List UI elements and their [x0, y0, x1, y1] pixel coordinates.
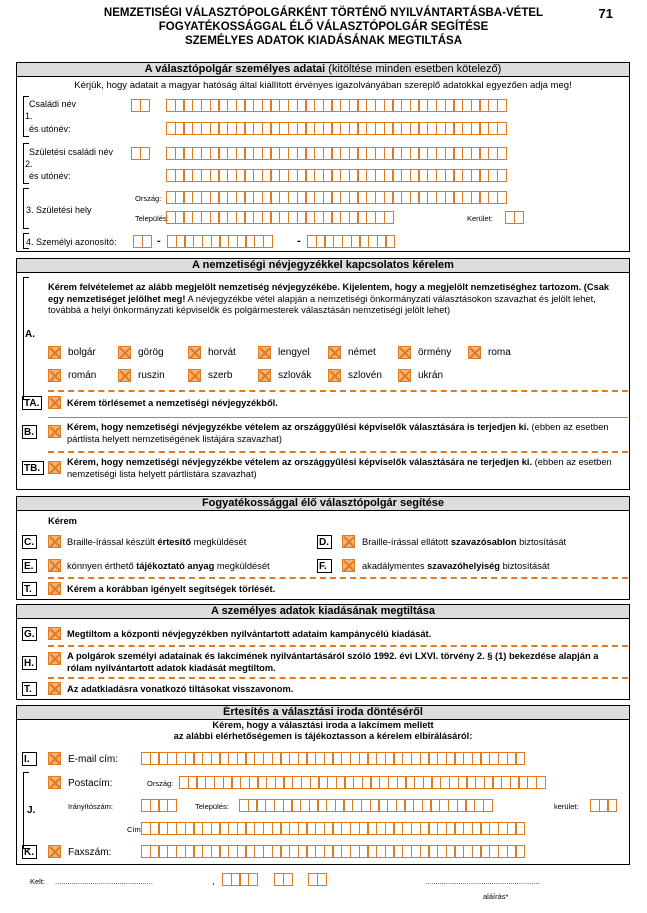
option-T3-text: Kérem a korábban igényelt segítségek törlését.	[67, 584, 276, 594]
nationality-checkbox-örmény[interactable]	[398, 346, 411, 359]
birth-town-label: Település:	[135, 214, 169, 223]
section-data-release-ban	[16, 604, 630, 700]
personal-id-cells-2[interactable]	[167, 235, 273, 248]
postal-town-label: Település:	[195, 802, 229, 811]
date-comma: ,	[212, 876, 215, 886]
personal-id-dash-1: -	[157, 235, 161, 247]
char-cell[interactable]	[497, 169, 507, 182]
char-cell[interactable]	[515, 752, 525, 765]
address-label: Cím:	[127, 825, 143, 834]
zip-cells[interactable]	[141, 799, 177, 812]
option-TA-text: Kérem törlésemet a nemzetiségi névjegyzékből.	[67, 398, 278, 408]
option-F-code: F.	[317, 559, 332, 573]
nationality-checkbox-szlovák[interactable]	[258, 369, 271, 382]
birth-name-prefix-cells[interactable]	[131, 147, 150, 160]
section-notification	[16, 705, 630, 865]
option-G-code: G.	[22, 627, 37, 641]
option-J-checkbox[interactable]	[48, 776, 61, 789]
date-place-dots[interactable]: ...............................................	[55, 877, 153, 886]
family-name-cells[interactable]	[166, 99, 507, 112]
option-J-code: J.	[27, 805, 36, 816]
date-month-cells[interactable]	[274, 873, 293, 886]
form-title-line1: NEMZETISÉGI VÁLASZTÓPOLGÁRKÉNT TÖRTÉNŐ NYILVÁNTARTÁSBA-VÉTEL	[103, 7, 544, 19]
birth-family-name-cells[interactable]	[166, 147, 507, 160]
notification-sub1: Kérem, hogy a választási iroda a lakcímem mellett	[212, 720, 434, 730]
char-cell[interactable]	[167, 799, 177, 812]
char-cell[interactable]	[515, 845, 525, 858]
option-E-text: könnyen érthető tájékoztató anyag megküldését	[67, 561, 270, 571]
char-cell[interactable]	[142, 235, 152, 248]
nationality-label-roma: roma	[488, 347, 511, 358]
birth-family-name-label: Születési családi név	[29, 147, 114, 157]
nationality-label-görög: görög	[138, 347, 164, 358]
nationality-checkbox-roma[interactable]	[468, 346, 481, 359]
birth-given-name-cells[interactable]	[166, 169, 507, 182]
option-C-code: C.	[22, 535, 37, 549]
address-cells[interactable]	[141, 822, 525, 835]
option-T4-checkbox[interactable]	[48, 682, 61, 695]
assistance-request-label: Kérem	[48, 516, 77, 526]
given-name-label: és utónév:	[29, 124, 71, 134]
option-G-text: Megtiltom a központi névjegyzékben nyilvántartott adataim kampánycélú kiadását.	[67, 629, 432, 639]
option-A-text: Kérem felvételemet az alább megjelölt nemzetiség névjegyzékébe. Kijelentem, hogy a megjelölt nemzetiséghez tartozom. (Csak egy nemzetiséget jelölhet meg! A névjegyzékbe vétel alapján a nemzetiségi önkormányzati választásokon szavazhat és jelölt lehet, továbbá a helyi önkormányzati képviselők és polgármesterek választásán nemzetiségi jelölt lehet)	[48, 282, 610, 315]
nationality-label-szlovén: szlovén	[348, 370, 382, 381]
option-K-checkbox[interactable]	[48, 845, 61, 858]
char-cell[interactable]	[385, 235, 395, 248]
nationality-label-bolgár: bolgár	[68, 347, 96, 358]
option-E-code: E.	[22, 559, 37, 573]
char-cell[interactable]	[536, 776, 546, 789]
personal-id-label: 4. Személyi azonosító:	[26, 237, 117, 247]
option-I-code: I.	[22, 752, 37, 766]
nationality-checkbox-ukrán[interactable]	[398, 369, 411, 382]
option-D-checkbox[interactable]	[342, 535, 355, 548]
email-label: E-mail cím:	[68, 754, 118, 765]
char-cell[interactable]	[497, 99, 507, 112]
section-personal-data-header: A választópolgár személyes adatai (kitöltése minden esetben kötelező)	[17, 63, 629, 77]
postal-country-cells[interactable]	[179, 776, 546, 789]
nationality-checkbox-lengyel[interactable]	[258, 346, 271, 359]
option-T3-checkbox[interactable]	[48, 582, 61, 595]
section-notification-header: Értesítés a választási iroda döntéséről	[17, 706, 629, 720]
given-name-cells[interactable]	[166, 122, 507, 135]
option-T4-text: Az adatkiadásra vonatkozó tiltásokat visszavonom.	[67, 684, 294, 694]
zip-label: Irányítószám:	[68, 802, 114, 811]
nationality-label-örmény: örmény	[418, 347, 452, 358]
postal-label: Postacím:	[68, 778, 113, 789]
section-disability-header: Fogyatékossággal élő választópolgár segítése	[17, 497, 629, 511]
option-B-code: B.	[22, 425, 37, 439]
char-cell[interactable]	[483, 799, 493, 812]
nationality-label-horvát: horvát	[208, 347, 236, 358]
char-cell[interactable]	[515, 822, 525, 835]
nationality-checkbox-bolgár[interactable]	[48, 346, 61, 359]
section-nationality-header: A nemzetiségi névjegyzékkel kapcsolatos kérelem	[17, 259, 629, 273]
option-T4-code: T.	[22, 682, 37, 696]
personal-id-cells-1[interactable]	[133, 235, 152, 248]
postal-town-cells[interactable]	[239, 799, 493, 812]
char-cell[interactable]	[248, 873, 258, 886]
option-H-text: A polgárok személyi adatainak és lakcímének nyilvántartásáról szóló 1992. évi LXVI. törvény 2. § (1) bekezdése alapján a rólam nyilvántartott adatok kiadását megtiltom.	[67, 651, 599, 673]
date-day-cells[interactable]	[308, 873, 327, 886]
option-K-code: K.	[22, 845, 37, 859]
nationality-label-szerb: szerb	[208, 370, 233, 381]
email-cells[interactable]	[141, 752, 525, 765]
row-2-number: 2.	[25, 159, 33, 169]
section-data-release-header: A személyes adatok kiadásának megtiltása	[17, 605, 629, 619]
nationality-checkbox-német[interactable]	[328, 346, 341, 359]
option-I-checkbox[interactable]	[48, 752, 61, 765]
notification-sub2: az alábbi elérhetőségemen is tájékoztasson a kérelem elbírálásáról:	[173, 731, 473, 741]
birth-district-label: Kerület:	[467, 214, 493, 223]
option-D-text: Braille-írással ellátott szavazósablon biztosítását	[362, 537, 567, 547]
fax-cells[interactable]	[141, 845, 525, 858]
personal-id-dash-2: -	[297, 235, 301, 247]
option-B-text: Kérem, hogy nemzetiségi névjegyzékbe vételem az országgyűlési képviselők választására is terjedjen ki. (ebben az esetben pártlista helyett nemzetiségének listájára szavazhat)	[67, 422, 609, 444]
char-cell[interactable]	[497, 191, 507, 204]
option-T3-code: T.	[22, 582, 37, 596]
nationality-checkbox-szerb[interactable]	[188, 369, 201, 382]
birth-place-label: 3. Születési hely	[26, 205, 92, 215]
option-A-code: A.	[25, 329, 35, 340]
date-label: Kelt:	[30, 877, 46, 886]
section-nationality-request	[16, 258, 630, 490]
nationality-checkbox-görög[interactable]	[118, 346, 131, 359]
char-cell[interactable]	[263, 235, 273, 248]
option-TB-checkbox[interactable]	[48, 461, 61, 474]
nationality-label-szlovák: szlovák	[278, 370, 312, 381]
nationality-checkbox-román[interactable]	[48, 369, 61, 382]
option-TB-text: Kérem, hogy nemzetiségi névjegyzékbe vételem az országgyűlési képviselők választására ne terjedjen ki. (ebben az esetben nemzetiségi lista helyett pártlistára szavazhat)	[67, 457, 612, 479]
option-G-checkbox[interactable]	[48, 627, 61, 640]
personal-data-intro: Kérjük, hogy adatait a magyar hatóság által kiállított érvényes igazolványában szereplő adatokkal egyezően adja meg!	[74, 80, 572, 91]
birth-given-name-label: és utónév:	[29, 171, 71, 181]
birth-town-cells[interactable]	[166, 211, 394, 224]
option-C-checkbox[interactable]	[48, 535, 61, 548]
char-cell[interactable]	[497, 122, 507, 135]
nationality-checkbox-horvát[interactable]	[188, 346, 201, 359]
char-cell[interactable]	[607, 799, 617, 812]
form-number: 71	[598, 6, 613, 21]
char-cell[interactable]	[317, 873, 327, 886]
section-personal-data	[16, 62, 630, 252]
signature-label: aláírás*	[483, 892, 509, 901]
nationality-checkbox-szlovén[interactable]	[328, 369, 341, 382]
postal-district-label: kerület:	[554, 802, 579, 811]
char-cell[interactable]	[497, 147, 507, 160]
nationality-label-lengyel: lengyel	[278, 347, 310, 358]
option-E-checkbox[interactable]	[48, 559, 61, 572]
nationality-label-román: román	[68, 370, 97, 381]
name-prefix-cells[interactable]	[131, 99, 150, 112]
postal-country-label: Ország:	[147, 779, 174, 788]
nationality-label-német: német	[348, 347, 376, 358]
char-cell[interactable]	[514, 211, 524, 224]
personal-id-cells-3[interactable]	[307, 235, 395, 248]
nationality-checkbox-ruszin[interactable]	[118, 369, 131, 382]
char-cell[interactable]	[140, 147, 150, 160]
option-TA-code: TA.	[22, 396, 42, 410]
date-year-cells[interactable]	[222, 873, 258, 886]
option-H-code: H.	[22, 656, 37, 670]
option-C-text: Braille-írással készült értesítő megküldését	[67, 537, 247, 547]
option-H-checkbox[interactable]	[48, 652, 61, 665]
option-F-text: akadálymentes szavazóhelyiség biztosítását	[362, 561, 550, 571]
section-disability-assistance	[16, 496, 630, 600]
birth-country-label: Ország:	[135, 194, 162, 203]
option-B-checkbox[interactable]	[48, 425, 61, 438]
nationality-label-ukrán: ukrán	[418, 370, 444, 381]
option-D-code: D.	[317, 535, 332, 549]
nationality-label-ruszin: ruszin	[138, 370, 165, 381]
fax-label: Faxszám:	[68, 847, 112, 858]
family-name-label: Családi név	[29, 99, 77, 109]
form-title-line2: FOGYATÉKOSSÁGGAL ÉLŐ VÁLASZTÓPOLGÁR SEGÍTÉSE	[158, 21, 489, 33]
char-cell[interactable]	[283, 873, 293, 886]
option-TA-checkbox[interactable]	[48, 396, 61, 409]
birth-country-cells[interactable]	[166, 191, 507, 204]
postal-district-cells[interactable]	[590, 799, 617, 812]
row-1-number: 1.	[25, 111, 33, 121]
signature-line[interactable]: .......................................................	[425, 877, 540, 886]
option-TB-code: TB.	[22, 461, 44, 475]
char-cell[interactable]	[384, 211, 394, 224]
form-title-line3: SZEMÉLYES ADATOK KIADÁSÁNAK MEGTILTÁSA	[184, 35, 463, 47]
option-F-checkbox[interactable]	[342, 559, 355, 572]
birth-district-cells[interactable]	[505, 211, 524, 224]
char-cell[interactable]	[140, 99, 150, 112]
